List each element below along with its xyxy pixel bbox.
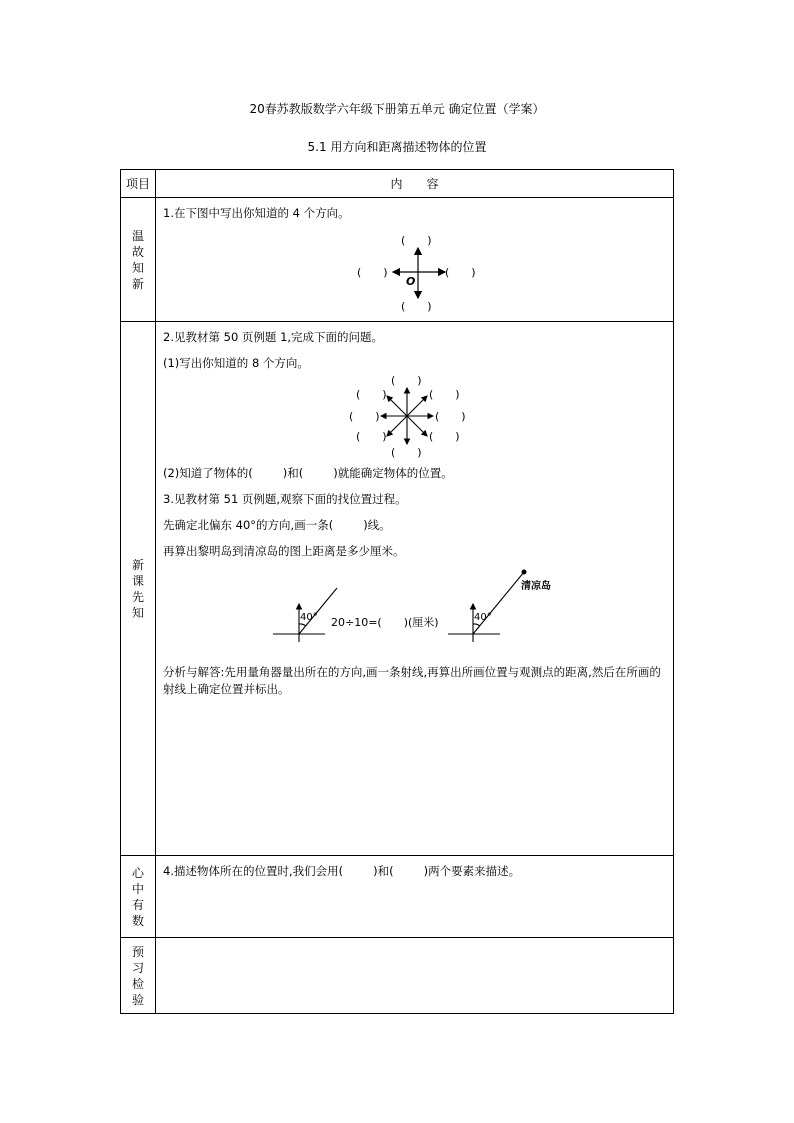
- right-ray: [473, 572, 524, 634]
- question-3: 3.见教材第 51 页例题,观察下面的找位置过程。: [163, 492, 407, 506]
- left-angle-label: 40°: [300, 612, 318, 623]
- origin-label: O: [406, 275, 416, 288]
- n-blank: ( ): [391, 376, 422, 387]
- bearing-diagram: [163, 568, 703, 654]
- header-project-cell: [121, 170, 156, 198]
- new-lesson-content: [156, 322, 674, 856]
- analysis-text: 分析与解答:先用量角器量出所在的方向,画一条射线,再算出所画位置与观测点的距离,然后在所画的射线上确定位置并标出。: [163, 665, 661, 696]
- q2-2-part-c: )就能确定物体的位置。: [333, 466, 453, 480]
- new-lesson-label-cell: [121, 322, 156, 856]
- q4-part-c: )两个要素来描述。: [423, 864, 521, 878]
- page-subtitle: 5.1 用方向和距离描述物体的位置: [307, 140, 487, 154]
- se-arrow: [407, 416, 427, 436]
- se-blank: ( ): [429, 430, 460, 443]
- sw-arrow: [387, 416, 407, 436]
- question-2-1: (1)写出你知道的 8 个方向。: [163, 356, 309, 370]
- header-content-cell: [156, 170, 674, 198]
- review-content: [156, 198, 674, 322]
- right-angle-label: 40°: [474, 612, 492, 623]
- new-lesson-row: [121, 322, 674, 856]
- e-blank: ( ): [435, 410, 466, 423]
- question-1: 1.在下图中写出你知道的 4 个方向。: [163, 206, 350, 220]
- q3-step1-part-b: )线。: [363, 518, 391, 532]
- header-project: 项目: [125, 176, 150, 191]
- review-label-cell: [121, 198, 156, 322]
- q3-step1-part-a: 先确定北偏东 40°的方向,画一条(: [163, 518, 334, 532]
- question-3-step-1: [163, 516, 667, 534]
- q4-part-a: 4.描述物体所在的位置时,我们会用(: [163, 864, 344, 878]
- summary-content: [156, 856, 674, 938]
- q4-part-b: )和(: [373, 864, 394, 878]
- question-3-step-2: 再算出黎明岛到清凉岛的图上距离是多少厘米。: [163, 544, 405, 558]
- summary-label: 心中有数: [131, 865, 144, 928]
- header-content: 内 容: [390, 176, 439, 191]
- ne-blank: ( ): [429, 388, 460, 401]
- new-lesson-label: 新课先知: [131, 557, 144, 620]
- w-blank: ( ): [349, 410, 380, 423]
- south-blank: ( ): [401, 300, 432, 313]
- question-4: [163, 862, 667, 880]
- distance-formula: 20÷10=( )(厘米): [331, 616, 439, 629]
- summary-row: [121, 856, 674, 938]
- north-blank: ( ): [401, 234, 432, 247]
- review-row: [121, 198, 674, 322]
- q2-2-part-b: )和(: [282, 466, 304, 480]
- header-row: [121, 170, 674, 198]
- right-angle-arc: [473, 624, 480, 626]
- check-label: 预习检验: [131, 944, 144, 1007]
- check-label-cell: [121, 938, 156, 1014]
- check-content: [156, 938, 674, 1014]
- eight-direction-diagram: [163, 376, 703, 458]
- east-blank: ( ): [445, 266, 476, 279]
- left-angle-arc: [299, 624, 306, 626]
- nw-arrow: [387, 396, 407, 416]
- ne-arrow: [407, 396, 427, 416]
- west-blank: ( ): [357, 266, 388, 279]
- island-point: [522, 570, 527, 575]
- summary-label-cell: [121, 856, 156, 938]
- page-title: 20春苏教版数学六年级下册第五单元 确定位置（学案）: [249, 102, 545, 116]
- s-blank: ( ): [391, 446, 422, 458]
- four-direction-diagram: [163, 230, 703, 320]
- question-2: 2.见教材第 50 页例题 1,完成下面的问题。: [163, 330, 384, 344]
- q2-2-part-a: (2)知道了物体的(: [163, 466, 253, 480]
- check-row: [121, 938, 674, 1014]
- nw-blank: ( ): [356, 388, 387, 401]
- review-label: 温故知新: [131, 228, 144, 291]
- island-label: 清凉岛: [521, 581, 551, 592]
- worksheet-table: [120, 169, 674, 1014]
- question-2-2: [163, 464, 667, 482]
- sw-blank: ( ): [356, 430, 387, 443]
